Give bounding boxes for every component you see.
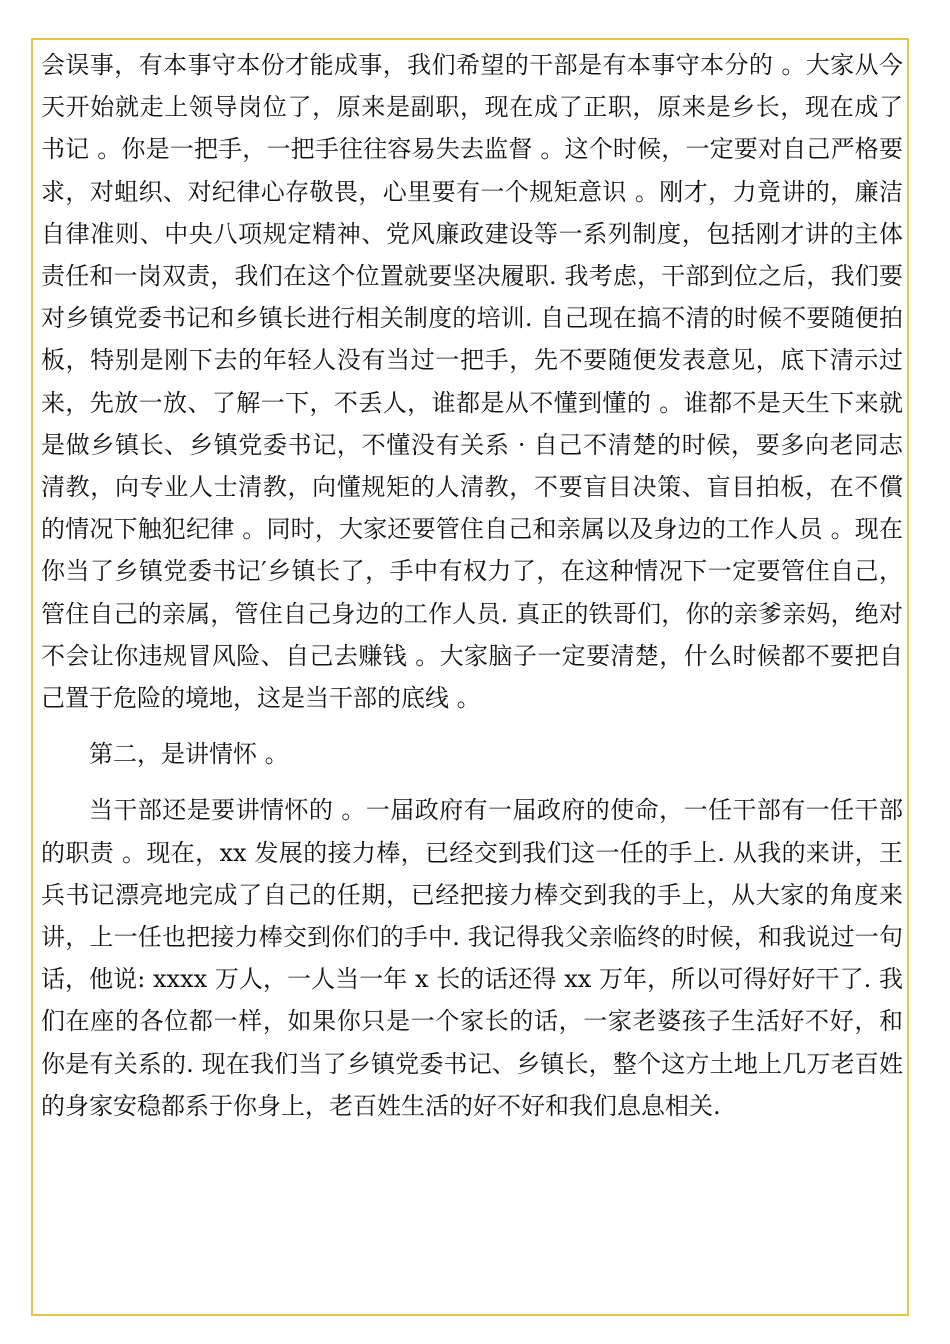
paragraph-discipline: 会误事，有本事守本份才能成事，我们希望的干部是有本事守本分的 。大家从今天开始就走上领导岗位了，原来是副职，现在成了正职，原来是乡长，现在成了书记 。你是一把手，一把手往往容易失去监督 。这个时候，一定要对自己严格要求，对蛆织、对纪律心存敬畏，心里要有一个规矩意识 。刚才，力竟讲的，廉洁自律准则、中央八项规定精神、党风廉政建设等一系列制度，包括刚才讲的主体责任和一岗双责，我们在这个位置就要坚决履职. 我考虑，干部到位之后，我们要对乡镇党委书记和乡镇长进行相关制度的培训. 自己现在搞不清的时候不要随便拍板，特别是刚下去的年轻人没有当过一把手，先不要随便发表意见，底下清示过来，先放一放、了解一下，不丢人，谁都是从不懂到懂的 。谁都不是天生下来就是做乡镇长、乡镇党委书记，不懂没有关系 · 自己不清楚的时候，要多向老同志清教，向专业人士清教，向懂规矩的人清教，不要盲目决策、盲目拍板，在不償的情况下触犯纪律 。同时，大家还要管住自己和亲属以及身边的工作人员 。现在你当了乡镇党委书记′乡镇长了，手中有权力了，在这种情况下一定要管住自己，管住自己的亲属，管住自己身边的工作人员. 真正的铁哥们，你的亲爹亲妈，绝对不会让你违规冒风险、自己去赚钱 。大家脑子一定要清楚，什么时候都不要把自己置于危险的境地，这是当干部的底线 。 [41,51,903,713]
section-heading-second: 第二，是讲情怀 。 [89,740,289,769]
page-frame [31,38,909,1316]
document-body [41,44,903,1127]
paragraph-sentiment: 当干部还是要讲情怀的 。一届政府有一届政府的使命，一任干部有一任干部的职责 。现在，xx 发展的接力棒，已经交到我们这一任的手上. 从我的来讲，王兵书记漂亮地完成了自己的任期，已经把接力棒交到我的手上，从大家的角度来讲，上一任也把接力棒交到你们的手中. 我记得我父亲临终的时候，和我说过一句话，他说: xxxx 万人，一人当一年 x 长的话还得 xx 万年，所以可得好好干了. 我们在座的各位都一样，如果你只是一个家长的话，一家老婆孩子生活好不好，和你是有关系的. 现在我们当了乡镇党委书记、乡镇长，整个这方土地上几万老百姓的身家安稳都系于你身上，老百姓生活的好不好和我们息息相关. [41,796,903,1120]
